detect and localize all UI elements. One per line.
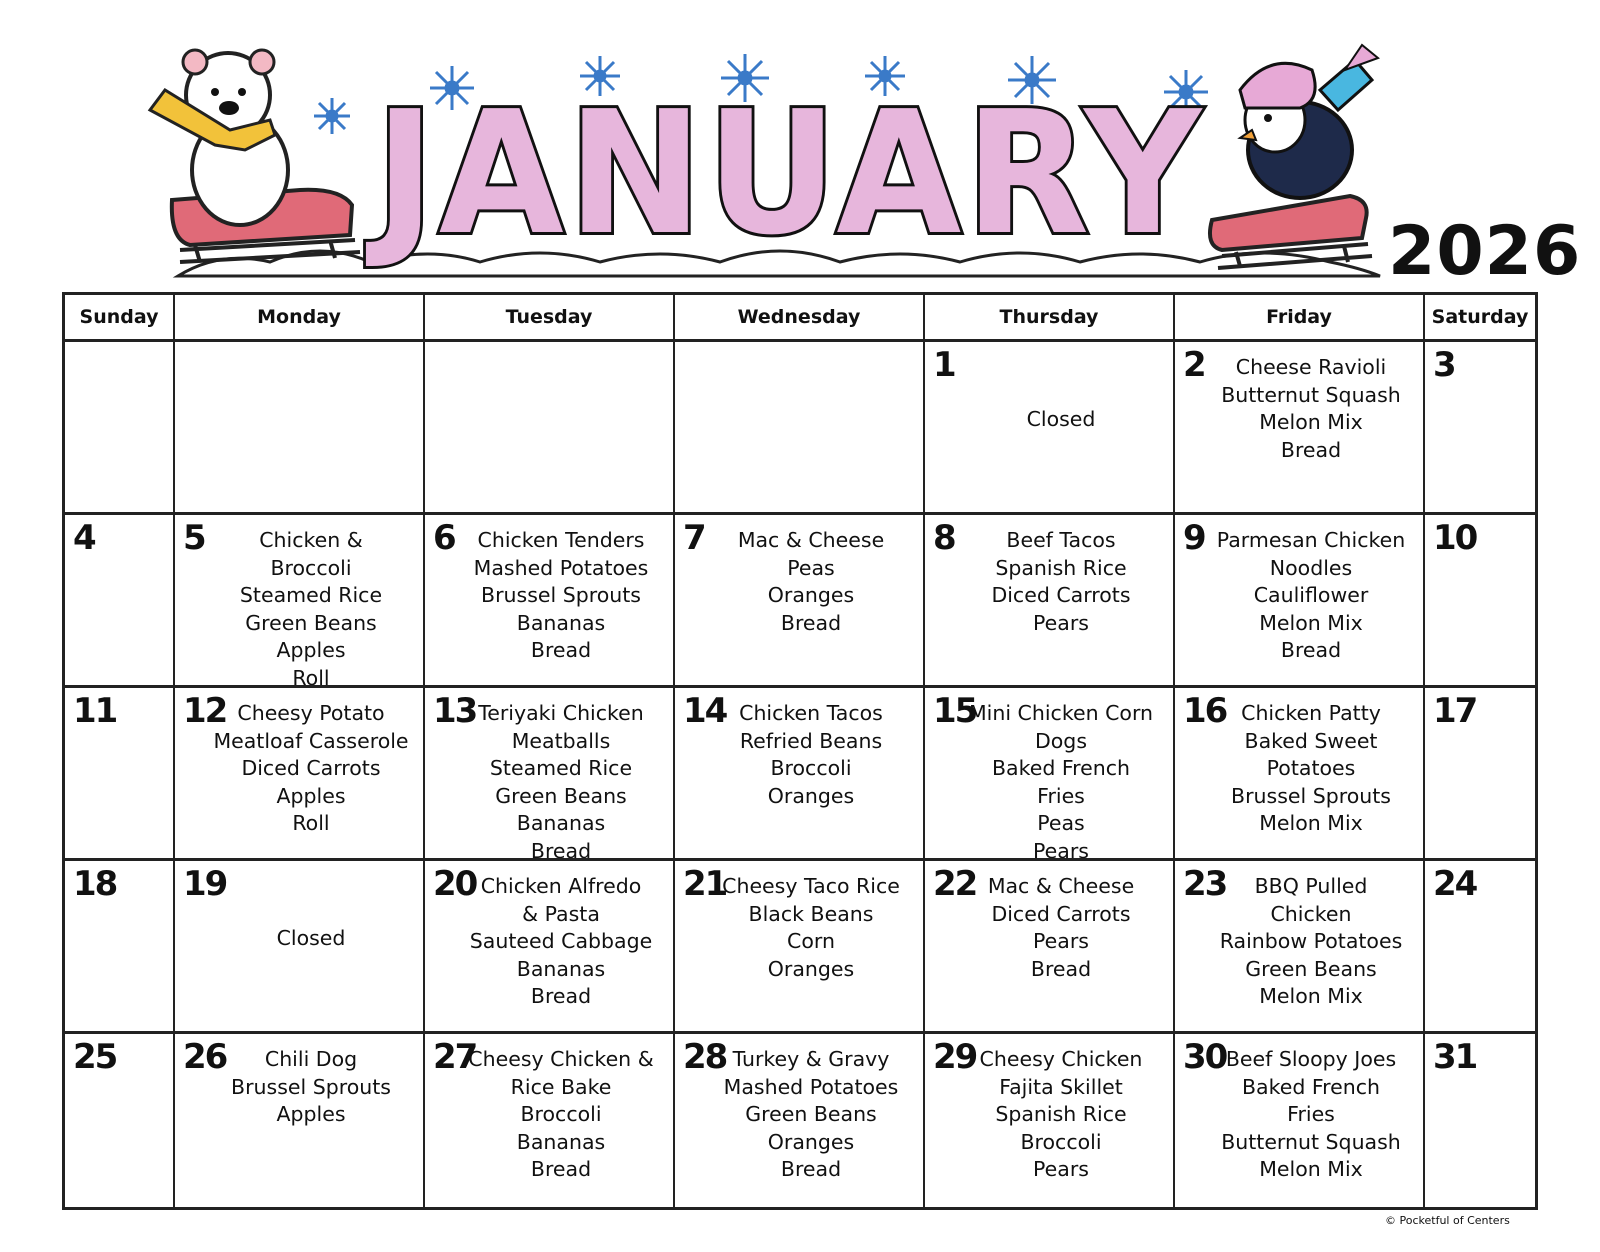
date-number: 11 — [73, 691, 117, 731]
menu-item: Chili Dog — [264, 1047, 358, 1071]
menu-item: Corn — [787, 929, 835, 953]
day-cell — [1425, 861, 1535, 1034]
menu-list — [455, 527, 667, 665]
menu-item: Melon Mix — [1259, 410, 1363, 434]
date-number: 16 — [1183, 691, 1227, 731]
polar-bear-icon — [150, 50, 360, 262]
day-cell — [425, 515, 675, 688]
menu-list — [205, 925, 417, 953]
menu-item: Baked Sweet — [1244, 728, 1378, 753]
menu-item: Closed — [1026, 407, 1096, 431]
day-cell — [65, 1034, 175, 1207]
menu-item: Pears — [1033, 1157, 1089, 1181]
menu-item: Diced Carrots — [991, 901, 1131, 926]
menu-list — [955, 406, 1167, 434]
menu-item: Turkey & Gravy — [732, 1047, 890, 1071]
date-number: 30 — [1183, 1037, 1227, 1077]
menu-item: & Pasta — [522, 901, 600, 926]
menu-item: Baked French — [991, 756, 1131, 780]
menu-item: Fries — [1287, 1102, 1335, 1126]
menu-item: Mac & Cheese — [737, 528, 885, 552]
menu-item: Closed — [276, 926, 346, 950]
menu-list — [455, 873, 667, 1011]
day-cell — [175, 1034, 425, 1207]
day-cell — [1175, 342, 1425, 515]
menu-item: Bananas — [516, 956, 606, 981]
day-cell — [925, 1034, 1175, 1207]
menu-item: Beef Sloopy Joes — [1225, 1047, 1397, 1071]
day-cell — [675, 861, 925, 1034]
menu-item: Refried Beans — [739, 728, 883, 753]
day-cell — [1175, 688, 1425, 861]
menu-item: Mac & Cheese — [987, 874, 1135, 898]
menu-item: Brussel Sprouts — [481, 583, 641, 607]
day-cell — [1175, 861, 1425, 1034]
day-cell — [1175, 515, 1425, 688]
menu-item: Green Beans — [745, 1102, 877, 1126]
menu-item: Cheesy Taco Rice — [722, 874, 900, 898]
menu-item: Fajita Skillet — [999, 1074, 1123, 1099]
day-cell — [925, 342, 1175, 515]
menu-item: Bananas — [516, 1129, 606, 1154]
menu-item: Melon Mix — [1259, 811, 1363, 835]
copyright-credit: © Pocketful of Centers — [1385, 1214, 1510, 1227]
date-number: 26 — [183, 1037, 227, 1077]
menu-item: BBQ Pulled — [1254, 874, 1368, 898]
menu-list — [455, 1046, 667, 1184]
day-cell — [175, 688, 425, 861]
menu-item: Melon Mix — [1259, 1157, 1363, 1181]
date-number: 10 — [1433, 518, 1477, 558]
weekday-friday: Friday — [1175, 295, 1425, 339]
menu-list — [955, 700, 1167, 861]
menu-item: Bananas — [516, 610, 606, 635]
menu-item: Melon Mix — [1259, 610, 1363, 635]
date-number: 1 — [933, 345, 955, 385]
menu-item: Dogs — [1034, 728, 1088, 753]
weekday-thursday: Thursday — [925, 295, 1175, 339]
day-cell — [425, 1034, 675, 1207]
menu-item: Brussel Sprouts — [1231, 783, 1391, 808]
date-number: 31 — [1433, 1037, 1477, 1077]
menu-list — [455, 700, 667, 861]
menu-item: Broccoli — [770, 756, 852, 780]
day-cell — [1425, 688, 1535, 861]
menu-item: Mashed Potatoes — [723, 1074, 899, 1099]
menu-item: Mini Chicken Corn — [968, 701, 1154, 725]
date-number: 12 — [183, 691, 227, 731]
menu-item: Butternut Squash — [1221, 1129, 1401, 1154]
menu-item: Bread — [780, 610, 842, 635]
date-number: 20 — [433, 864, 477, 904]
menu-item: Pears — [1033, 838, 1089, 861]
day-cell — [925, 515, 1175, 688]
weeks-grid — [65, 342, 1535, 1207]
menu-item: Cheesy Chicken & — [468, 1047, 654, 1071]
menu-item: Oranges — [767, 1129, 855, 1154]
day-cell — [675, 1034, 925, 1207]
date-number: 21 — [683, 864, 727, 904]
menu-item: Bread — [530, 838, 592, 861]
menu-item: Brussel Sprouts — [231, 1074, 391, 1099]
menu-item: Meatloaf Casserole — [213, 728, 409, 753]
menu-list — [205, 1046, 417, 1129]
date-number: 8 — [933, 518, 955, 558]
day-cell — [675, 688, 925, 861]
menu-item: Meatballs — [511, 728, 611, 753]
weekday-tuesday: Tuesday — [425, 295, 675, 339]
date-number: 25 — [73, 1037, 117, 1077]
day-cell — [175, 342, 425, 515]
menu-item: Oranges — [767, 956, 855, 981]
menu-item: Green Beans — [495, 783, 627, 808]
menu-list — [205, 527, 417, 688]
menu-list — [1205, 1046, 1417, 1184]
day-cell — [1425, 342, 1535, 515]
calendar-grid — [62, 292, 1538, 1210]
menu-item: Pears — [1033, 929, 1089, 953]
date-number: 6 — [433, 518, 455, 558]
menu-item: Bread — [530, 638, 592, 662]
menu-item: Roll — [292, 811, 330, 835]
date-number: 18 — [73, 864, 117, 904]
day-cell — [175, 861, 425, 1034]
year-label: 2026 — [1388, 212, 1582, 291]
menu-item: Oranges — [767, 783, 855, 808]
menu-item: Steamed Rice — [489, 756, 633, 780]
menu-item: Spanish Rice — [995, 555, 1127, 580]
menu-list — [1205, 527, 1417, 665]
menu-item: Bread — [530, 1157, 592, 1181]
day-cell — [1425, 1034, 1535, 1207]
day-cell — [1425, 515, 1535, 688]
penguin-icon — [1210, 45, 1378, 268]
date-number: 14 — [683, 691, 727, 731]
day-cell — [925, 861, 1175, 1034]
menu-item: Diced Carrots — [241, 756, 381, 780]
menu-item: Apples — [276, 1102, 346, 1126]
menu-item: Cheesy Chicken — [979, 1047, 1143, 1071]
date-number: 7 — [683, 518, 705, 558]
date-number: 28 — [683, 1037, 727, 1077]
weekday-sunday: Sunday — [65, 295, 175, 339]
menu-list — [705, 700, 917, 810]
menu-item: Mashed Potatoes — [473, 555, 649, 580]
date-number: 17 — [1433, 691, 1477, 731]
menu-item: Noodles — [1269, 555, 1353, 580]
menu-list — [955, 527, 1167, 637]
day-cell — [925, 688, 1175, 861]
menu-list — [205, 700, 417, 838]
menu-item: Chicken Tacos — [739, 701, 883, 725]
date-number: 24 — [1433, 864, 1477, 904]
date-number: 13 — [433, 691, 477, 731]
menu-item: Diced Carrots — [991, 583, 1131, 607]
date-number: 23 — [1183, 864, 1227, 904]
menu-item: Broccoli — [270, 555, 352, 580]
date-number: 29 — [933, 1037, 977, 1077]
menu-item: Oranges — [767, 583, 855, 607]
menu-item: Baked French — [1241, 1074, 1381, 1099]
menu-item: Spanish Rice — [995, 1102, 1127, 1126]
date-number: 22 — [933, 864, 977, 904]
menu-item: Beef Tacos — [1006, 528, 1116, 552]
date-number: 9 — [1183, 518, 1205, 558]
menu-item: Rainbow Potatoes — [1219, 929, 1403, 953]
day-cell — [425, 342, 675, 515]
menu-list — [955, 1046, 1167, 1184]
weekday-wednesday: Wednesday — [675, 295, 925, 339]
menu-list — [955, 873, 1167, 983]
date-number: 5 — [183, 518, 205, 558]
menu-item: Steamed Rice — [239, 583, 383, 607]
weekday-monday: Monday — [175, 295, 425, 339]
menu-list — [705, 1046, 917, 1184]
date-number: 15 — [933, 691, 977, 731]
date-number: 4 — [73, 518, 95, 558]
menu-item: Fries — [1037, 783, 1085, 808]
menu-item: Bread — [1030, 956, 1092, 981]
day-cell — [675, 342, 925, 515]
weekday-saturday: Saturday — [1431, 306, 1529, 328]
day-cell — [65, 861, 175, 1034]
day-cell — [1175, 1034, 1425, 1207]
menu-item: Green Beans — [1245, 956, 1377, 981]
menu-item: Bread — [1280, 437, 1342, 462]
menu-item: Pears — [1033, 610, 1089, 635]
menu-item: Broccoli — [1020, 1129, 1102, 1154]
menu-item: Chicken Alfredo — [480, 874, 642, 898]
day-cell — [65, 688, 175, 861]
menu-item: Melon Mix — [1259, 984, 1363, 1008]
menu-item: Bread — [530, 984, 592, 1008]
menu-item: Green Beans — [245, 610, 377, 635]
day-cell — [65, 515, 175, 688]
menu-item: Chicken Patty — [1241, 701, 1381, 725]
menu-item: Teriyaki Chicken — [478, 701, 644, 725]
day-cell — [425, 861, 675, 1034]
menu-item: Potatoes — [1266, 756, 1356, 780]
menu-item: Cheesy Potato — [237, 701, 385, 725]
date-number: 2 — [1183, 345, 1205, 385]
menu-item: Peas — [1037, 811, 1085, 835]
menu-item: Apples — [276, 638, 346, 662]
header-illustration — [0, 0, 1600, 292]
menu-item: Bread — [1280, 638, 1342, 662]
menu-item: Broccoli — [520, 1102, 602, 1126]
day-cell — [425, 688, 675, 861]
day-cell — [65, 342, 175, 515]
menu-item: Chicken — [1270, 901, 1352, 926]
menu-item: Black Beans — [748, 901, 874, 926]
menu-list — [1205, 873, 1417, 1011]
menu-item: Roll — [292, 665, 330, 688]
day-cell — [175, 515, 425, 688]
menu-item: Chicken Tenders — [477, 528, 645, 552]
menu-item: Bananas — [516, 811, 606, 835]
menu-item: Peas — [787, 555, 835, 580]
menu-item: Bread — [780, 1157, 842, 1181]
menu-item: Sauteed Cabbage — [469, 929, 653, 953]
date-number: 3 — [1433, 345, 1455, 385]
weekday-header-row — [65, 295, 1535, 342]
date-number: 19 — [183, 864, 227, 904]
menu-item: Chicken & — [259, 528, 363, 552]
menu-list — [1205, 354, 1417, 464]
menu-item: Apples — [276, 783, 346, 808]
day-cell — [675, 515, 925, 688]
menu-list — [705, 527, 917, 637]
menu-list — [705, 873, 917, 983]
menu-item: Rice Bake — [510, 1074, 612, 1099]
menu-item: Cauliflower — [1253, 583, 1369, 607]
date-number: 27 — [433, 1037, 477, 1077]
menu-item: Parmesan Chicken — [1216, 528, 1406, 552]
month-title: JANUARY — [365, 75, 1205, 273]
menu-list — [1205, 700, 1417, 838]
menu-item: Butternut Squash — [1221, 382, 1401, 407]
menu-item: Cheese Ravioli — [1235, 355, 1387, 379]
